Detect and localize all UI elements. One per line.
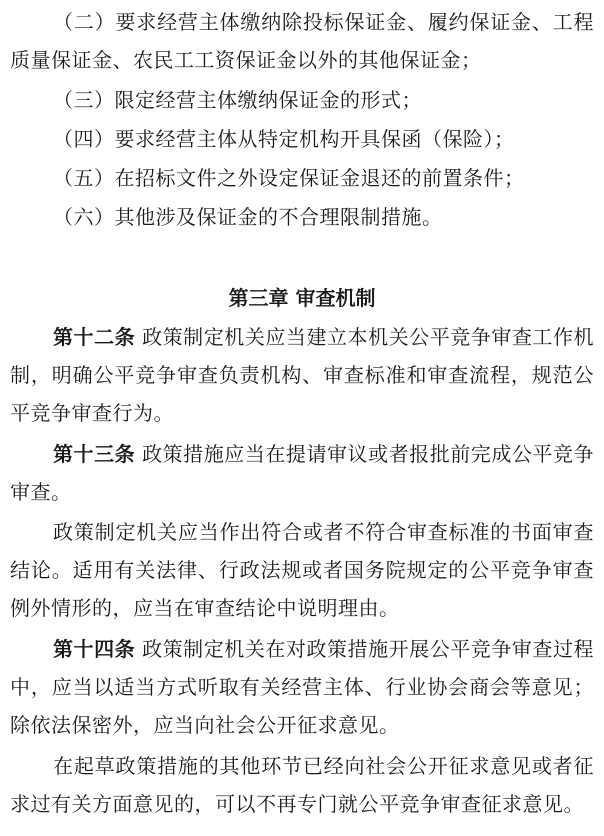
article-12 — [10, 318, 594, 432]
article-12-label: 第十二条 — [53, 325, 136, 349]
list-item-6: （六）其他涉及保证金的不合理限制措施。 — [53, 205, 443, 229]
article-14-label: 第十四条 — [53, 637, 136, 661]
article-13-label: 第十三条 — [53, 442, 136, 466]
article-14-text: 政策制定机关在对政策措施开展公平竞争审查过程中，应当以适当方式听取有关经营主体、行业协会商会等意见；除依法保密外，应当向社会公开征求意见。 — [10, 637, 595, 737]
list-item-3: （三）限定经营主体缴纳保证金的形式； — [53, 88, 422, 112]
article-14 — [10, 630, 594, 744]
article-13-text: 政策措施应当在提请审议或者报批前完成公平竞争审查。 — [10, 442, 595, 504]
article-12-text: 政策制定机关应当建立本机关公平竞争审查工作机制，明确公平竞争审查负责机构、审查标准和审查流程，规范公平竞争审查行为。 — [10, 325, 595, 425]
list-item-5: （五）在招标文件之外设定保证金退还的前置条件； — [53, 166, 525, 190]
article-13-paragraph-2: 政策制定机关应当作出符合或者不符合审查标准的书面审查结论。适用有关法律、行政法规或者国务院规定的公平竞争审查例外情形的，应当在审查结论中说明理由。 — [10, 520, 594, 620]
list-item-2: （二）要求经营主体缴纳除投标保证金、履约保证金、工程质量保证金、农民工工资保证金以外的其他保证金； — [10, 10, 594, 72]
chapter-title: 第三章 审查机制 — [228, 286, 376, 310]
article-14-paragraph-2: 在起草政策措施的其他环节已经向社会公开征求意见或者征求过有关方面意见的，可以不再专门就公平竞争审查征求意见。 — [10, 754, 594, 816]
article-13 — [10, 435, 594, 511]
list-item-4: （四）要求经营主体从特定机构开具保函（保险）； — [53, 127, 515, 151]
